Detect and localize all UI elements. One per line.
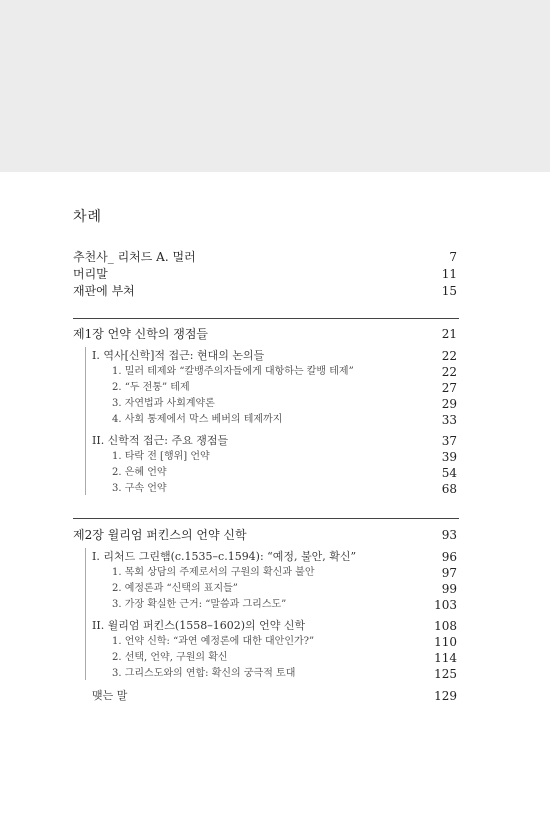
item-page: 68	[441, 482, 457, 496]
item-label: 1. 목회 상담의 주제로서의 구원의 확신과 불안	[112, 567, 315, 578]
closing-label: 맺는 말	[92, 689, 128, 702]
item-page: 27	[441, 381, 457, 395]
item-page: 54	[441, 466, 457, 480]
item-label: 1. 언약 신학: “과연 예정론에 대한 대안인가?”	[112, 636, 315, 647]
item-page: 125	[434, 667, 457, 681]
chapter-label: 제2장 윌리엄 퍼킨스의 언약 신학	[73, 528, 247, 542]
toc-entry-foreword[interactable]	[0, 249, 550, 265]
item-page: 39	[441, 450, 457, 464]
toc-item[interactable]	[0, 412, 550, 428]
item-label: 3. 구속 언약	[112, 483, 167, 494]
item-page: 103	[434, 598, 457, 612]
entry-label: 재판에 부쳐	[73, 284, 135, 298]
item-label: 3. 자연법과 사회계약론	[112, 398, 215, 409]
section-page: 108	[434, 619, 457, 633]
section-label: I. 리처드 그린햄(c.1535–c.1594): “예정, 불안, 확신”	[92, 550, 357, 563]
item-label: 1. 밀러 테제와 “칼뱅주의자들에게 대항하는 칼뱅 테제”	[112, 366, 354, 377]
item-page: 22	[441, 365, 457, 379]
item-page: 110	[434, 635, 457, 649]
top-margin-band	[0, 0, 550, 172]
toc-section-1-2[interactable]	[0, 433, 550, 449]
toc-section-1-1[interactable]	[0, 348, 550, 364]
item-label: 2. 은혜 언약	[112, 467, 167, 478]
toc-item[interactable]	[0, 449, 550, 465]
entry-page: 7	[449, 250, 457, 264]
toc-title: 차례	[73, 209, 103, 225]
chapter-page: 93	[441, 528, 457, 542]
chapter-page: 21	[441, 327, 457, 341]
item-label: 3. 가장 확실한 근거: “말씀과 그리스도”	[112, 599, 287, 610]
toc-section-2-2[interactable]	[0, 618, 550, 634]
toc-chapter-1[interactable]	[0, 326, 550, 342]
toc-entry-reprint-note[interactable]	[0, 283, 550, 299]
chapter-label: 제1장 언약 신학의 쟁점들	[73, 327, 208, 341]
chapter-divider	[73, 518, 459, 519]
item-label: 1. 타락 전 [행위] 언약	[112, 451, 210, 462]
toc-item[interactable]	[0, 581, 550, 597]
closing-page: 129	[434, 689, 457, 703]
toc-chapter-2[interactable]	[0, 527, 550, 543]
toc-entry-preface[interactable]	[0, 266, 550, 282]
item-label: 2. “두 전통” 테제	[112, 382, 190, 393]
entry-page: 11	[441, 267, 457, 281]
section-label: II. 신학적 접근: 주요 쟁점들	[92, 434, 229, 447]
toc-item[interactable]	[0, 565, 550, 581]
item-page: 114	[434, 651, 457, 665]
entry-label: 머리말	[73, 267, 108, 281]
item-label: 3. 그리스도와의 연합: 확신의 궁극적 토대	[112, 668, 296, 679]
item-page: 33	[441, 413, 457, 427]
item-page: 99	[441, 582, 457, 596]
section-page: 96	[441, 550, 457, 564]
toc-entry-closing[interactable]	[0, 688, 550, 704]
toc-item[interactable]	[0, 380, 550, 396]
toc-item[interactable]	[0, 364, 550, 380]
entry-page: 15	[441, 284, 457, 298]
section-label: I. 역사[신학]적 접근: 현대의 논의들	[92, 349, 265, 362]
chapter-divider	[73, 318, 459, 319]
section-page: 37	[441, 434, 457, 448]
toc-item[interactable]	[0, 597, 550, 613]
item-label: 2. 선택, 언약, 구원의 확신	[112, 652, 228, 663]
toc-item[interactable]	[0, 650, 550, 666]
toc-item[interactable]	[0, 481, 550, 497]
item-page: 29	[441, 397, 457, 411]
section-page: 22	[441, 349, 457, 363]
item-page: 97	[441, 566, 457, 580]
toc-item[interactable]	[0, 465, 550, 481]
item-label: 2. 예정론과 “신택의 표지들”	[112, 583, 238, 594]
toc-item[interactable]	[0, 634, 550, 650]
section-label: II. 윌리엄 퍼킨스(1558–1602)의 언약 신학	[92, 619, 306, 632]
entry-label: 추천사_ 리처드 A. 멀러	[73, 250, 196, 264]
toc-item[interactable]	[0, 396, 550, 412]
item-label: 4. 사회 통제에서 막스 베버의 테제까지	[112, 414, 283, 425]
toc-item[interactable]	[0, 666, 550, 682]
toc-section-2-1[interactable]	[0, 549, 550, 565]
